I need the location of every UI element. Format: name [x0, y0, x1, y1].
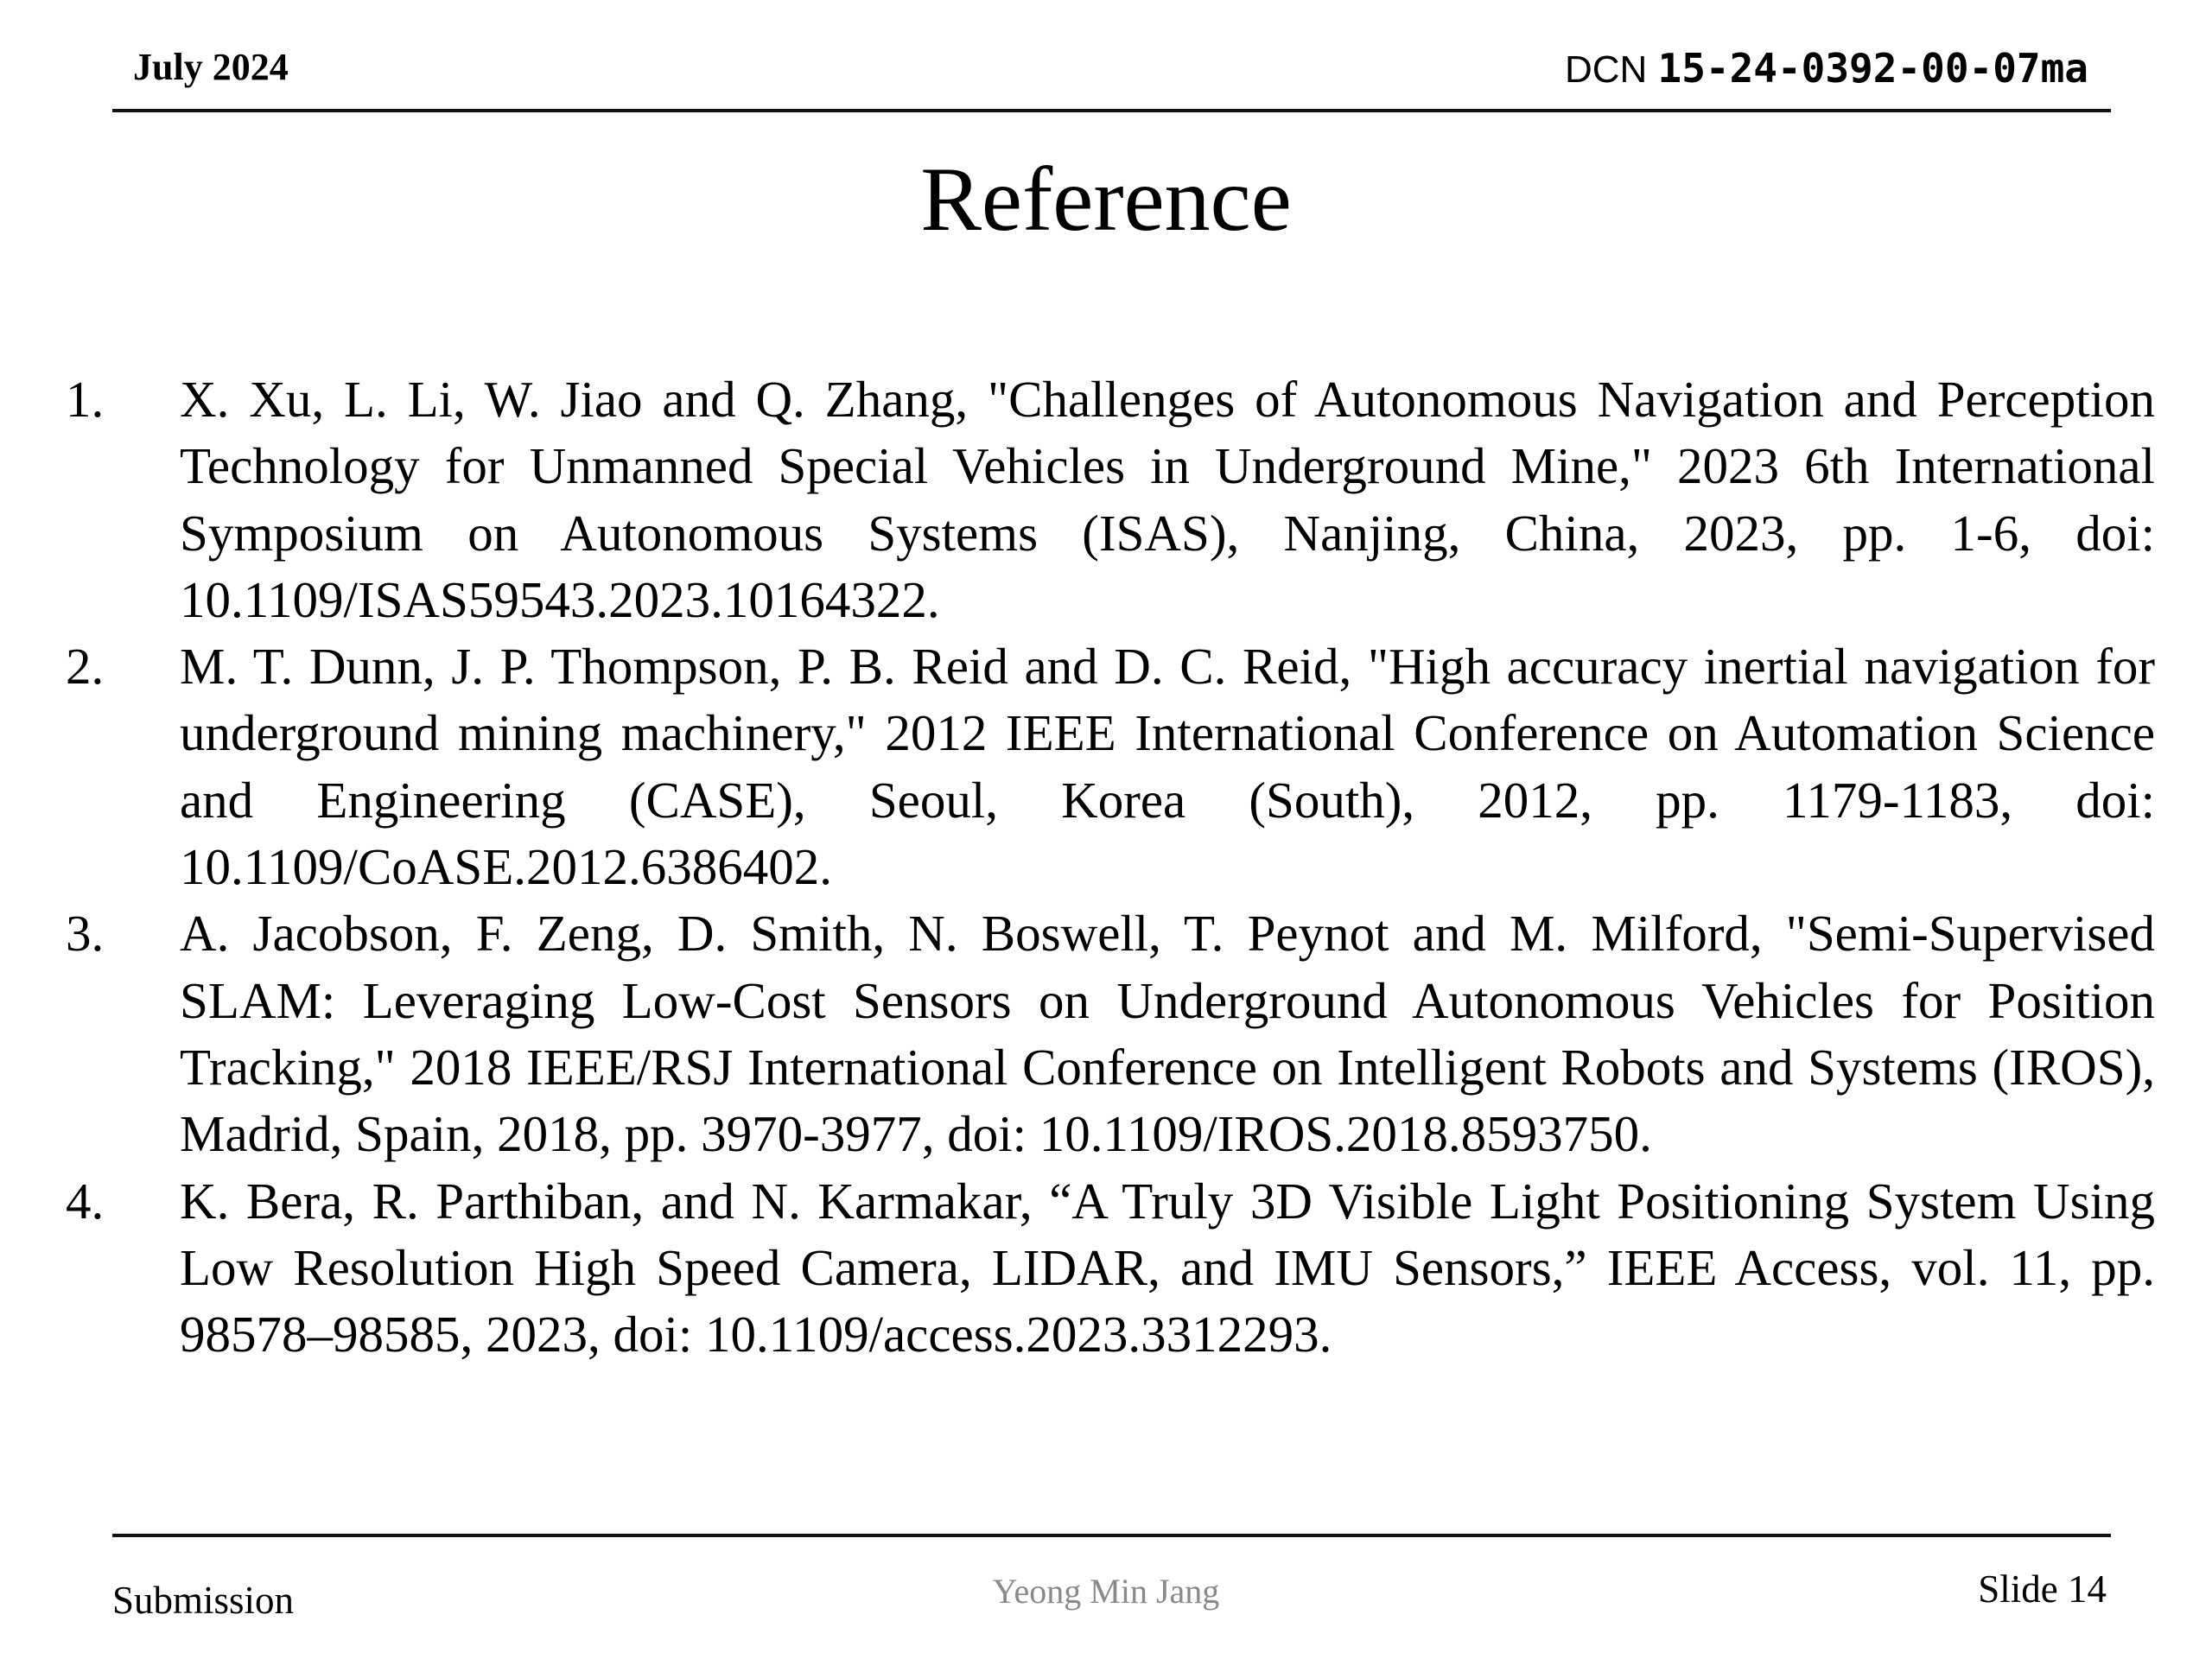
- dcn-label: DCN: [1564, 48, 1648, 91]
- slide-number: Slide 14: [1978, 1567, 2107, 1611]
- header-divider: [112, 109, 2111, 112]
- reference-number: 2.: [66, 638, 105, 696]
- reference-number: 1.: [66, 371, 105, 428]
- reference-text: K. Bera, R. Parthiban, and N. Karmakar, “A Truly 3D Visible Light Positioning System Using Low Resolution High Speed Camera, LIDAR, and IMU Sensors,” IEEE Access, vol. 11, pp. 98578–98585, 2023, doi: 10.1109/access.2023.3312293.: [180, 1172, 2155, 1363]
- reference-item: [66, 1168, 2155, 1369]
- header-dcn: [1565, 45, 2088, 92]
- reference-text: A. Jacobson, F. Zeng, D. Smith, N. Boswell, T. Peynot and M. Milford, "Semi-Supervised SLAM: Leveraging Low-Cost Sensors on Underground Autonomous Vehicles for Position Tracking," 2018 IEEE/RSJ International Conference on Intelligent Robots and Systems (IROS), Madrid, Spain, 2018, pp. 3970-3977, doi: 10.1109/IROS.2018.8593750.: [180, 905, 2155, 1163]
- dcn-number: 15-24-0392-00-07ma: [1657, 45, 2088, 92]
- reference-number: 3.: [66, 905, 105, 963]
- reference-item: [66, 900, 2155, 1167]
- reference-number: 4.: [66, 1172, 105, 1230]
- footer-submission: Submission: [112, 1579, 295, 1622]
- reference-item: [66, 366, 2155, 633]
- reference-text: X. Xu, L. Li, W. Jiao and Q. Zhang, "Challenges of Autonomous Navigation and Perception Technology for Unmanned Special Vehicles in Underground Mine," 2023 6th International Symposium on Autonomous Systems (ISAS), Nanjing, China, 2023, pp. 1-6, doi: 10.1109/ISAS59543.2023.10164322.: [180, 371, 2155, 628]
- footer-divider: [112, 1534, 2111, 1537]
- footer-author: Yeong Min Jang: [992, 1572, 1220, 1611]
- reference-text: M. T. Dunn, J. P. Thompson, P. B. Reid and D. C. Reid, "High accuracy inertial navigation for underground mining machinery," 2012 IEEE International Conference on Automation Science and Engineering (CASE), Seoul, Korea (South), 2012, pp. 1179-1183, doi: 10.1109/CoASE.2012.6386402.: [180, 638, 2155, 896]
- header-date: July 2024: [133, 46, 289, 88]
- reference-list: [66, 366, 2155, 1368]
- reference-item: [66, 633, 2155, 900]
- slide-title: Reference: [920, 149, 1292, 250]
